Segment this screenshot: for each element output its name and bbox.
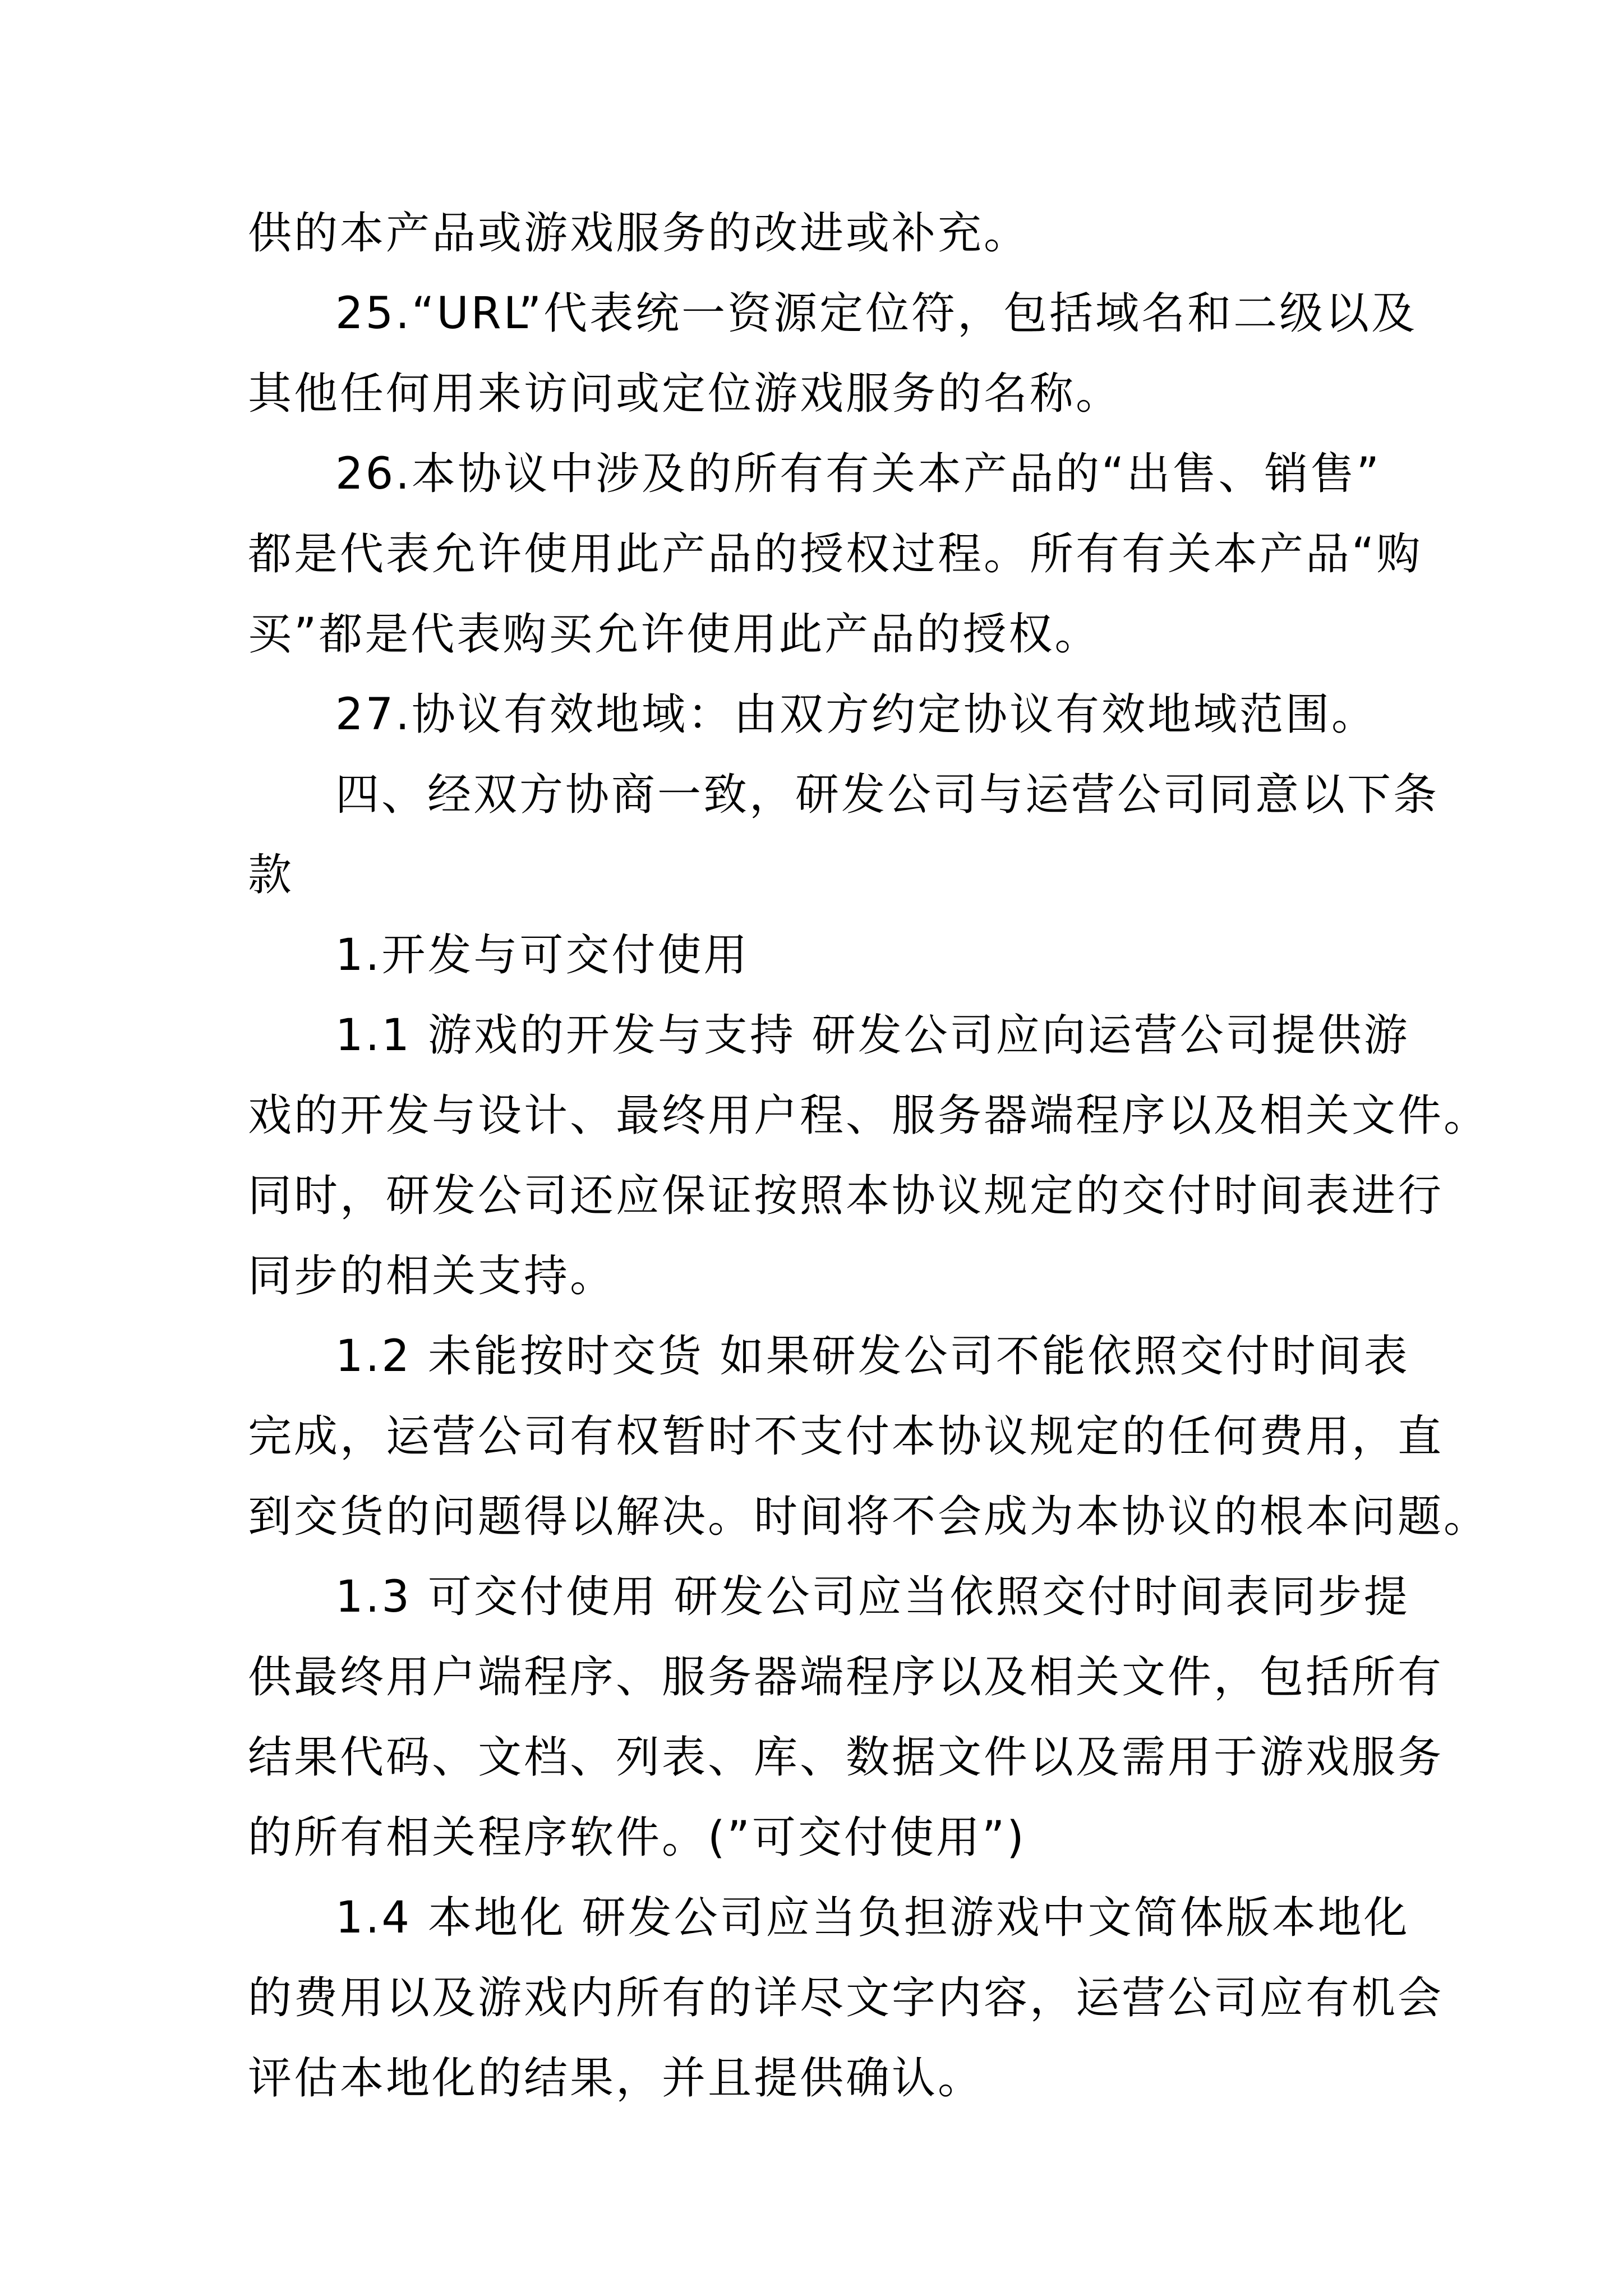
text-line: 的所有相关程序软件。(”可交付使用”) [248, 1812, 1026, 1863]
text-line: 买”都是代表购买允许使用此产品的授权。 [248, 609, 1101, 660]
text-line: 27.协议有效地域：由双方约定协议有效地域范围。 [335, 689, 1378, 740]
text-line: 其他任何用来访问或定位游戏服务的名称。 [248, 369, 1122, 419]
text-line: 供最终用户端程序、服务器端程序以及相关文件，包括所有 [248, 1652, 1444, 1703]
section-heading: 四、经双方协商一致，研发公司与运营公司同意以下条 [335, 770, 1440, 820]
text-line: 26.本协议中涉及的所有有关本产品的“出售、销售” [335, 449, 1381, 499]
text-line: 到交货的问题得以解决。时间将不会成为本协议的根本问题。 [248, 1492, 1490, 1542]
section-heading-continued: 款 [248, 850, 294, 900]
document-body [248, 194, 1490, 2119]
text-line: 1.3 可交付使用 研发公司应当依照交付时间表同步提 [335, 1572, 1410, 1622]
text-line: 供的本产品或游戏服务的改进或补充。 [248, 208, 1030, 259]
text-line: 完成，运营公司有权暂时不支付本协议规定的任何费用，直 [248, 1411, 1444, 1462]
text-line: 1.4 本地化 研发公司应当负担游戏中文简体版本地化 [335, 1893, 1410, 1943]
text-line: 1.1 游戏的开发与支持 研发公司应向运营公司提供游 [335, 1010, 1410, 1061]
text-line: 都是代表允许使用此产品的授权过程。所有有关本产品“购 [248, 529, 1423, 579]
text-line: 25.“URL”代表统一资源定位符，包括域名和二级以及 [335, 288, 1418, 339]
text-line: 结果代码、文档、列表、库、数据文件以及需用于游戏服务 [248, 1732, 1444, 1783]
text-line: 同步的相关支持。 [248, 1251, 616, 1301]
text-line: 1.2 未能按时交货 如果研发公司不能依照交付时间表 [335, 1331, 1410, 1382]
subsection-heading: 1.开发与可交付使用 [335, 930, 750, 981]
text-line: 戏的开发与设计、最终用户程、服务器端程序以及相关文件。 [248, 1091, 1490, 1141]
text-line: 同时，研发公司还应保证按照本协议规定的交付时间表进行 [248, 1171, 1444, 1221]
text-line: 的费用以及游戏内所有的详尽文字内容，运营公司应有机会 [248, 1973, 1444, 2023]
text-line: 评估本地化的结果，并且提供确认。 [248, 2053, 984, 2104]
